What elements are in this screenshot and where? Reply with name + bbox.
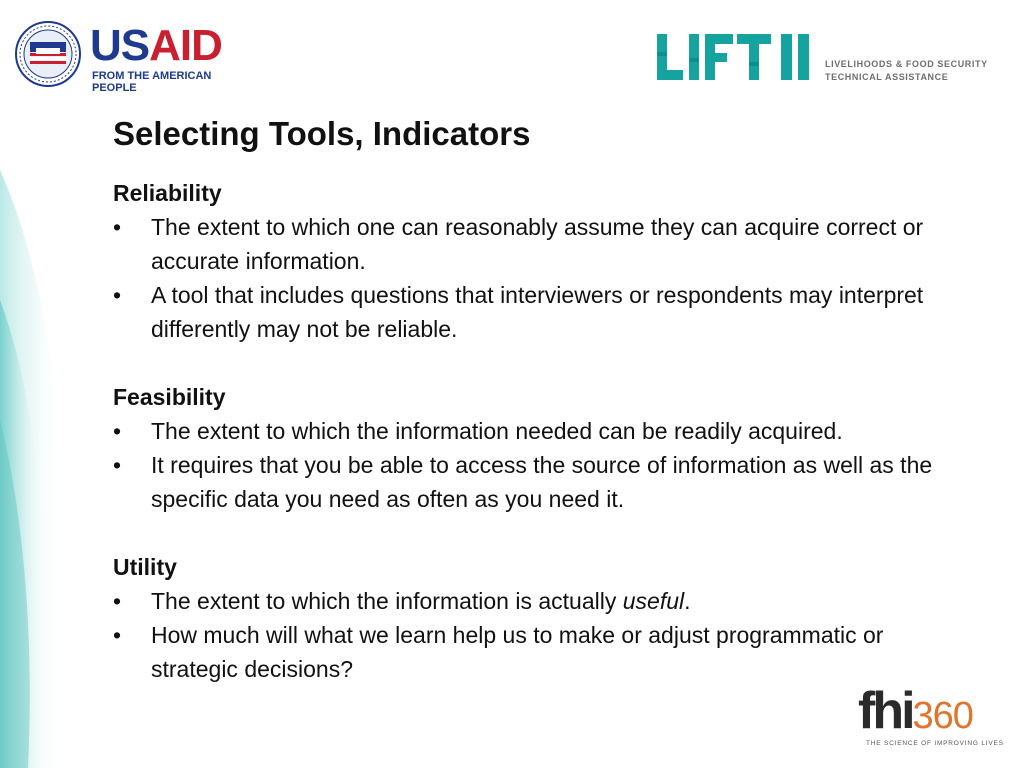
bullet-text-emphasis: useful: [622, 588, 685, 614]
bullet-text: The extent to which one can reasonably assume they can acquire correct or accurate information.: [151, 214, 924, 274]
usaid-wordmark-aid: AID: [149, 21, 222, 70]
bullet-text: [151, 588, 691, 614]
bullet-glyph: •: [113, 452, 122, 478]
section-heading-feasibility: Feasibility: [113, 384, 226, 410]
bullet-text: A tool that includes questions that interviewers or respondents may interpret differently may not be reliable.: [151, 282, 924, 342]
lift-tagline-line2: TECHNICAL ASSISTANCE: [825, 72, 949, 82]
slide-content: [113, 176, 933, 686]
usaid-wordmark-us: US: [90, 21, 150, 70]
section-utility: [113, 550, 933, 686]
section-heading-reliability: Reliability: [113, 180, 222, 206]
bullet-item: [113, 210, 933, 278]
bullet-glyph: •: [113, 418, 122, 444]
bullet-text-after: .: [684, 588, 691, 614]
fhi360-logo: [858, 682, 1004, 754]
bullet-item: [113, 448, 933, 516]
usaid-seal-icon: [14, 20, 82, 88]
bullet-list-feasibility: [113, 414, 933, 516]
bullet-item: [113, 414, 933, 448]
bullet-glyph: •: [113, 214, 122, 240]
bullet-item: [113, 618, 933, 686]
usaid-logo: [14, 20, 244, 94]
usaid-wordmark: [90, 21, 222, 70]
bullet-list-utility: [113, 584, 933, 686]
fhi360-wordmark: [858, 682, 973, 740]
section-feasibility: [113, 380, 933, 516]
bullet-item: [113, 584, 933, 618]
fhi360-letters: fhi: [858, 682, 913, 740]
section-reliability: [113, 176, 933, 346]
lift-tagline: [825, 58, 988, 84]
bullet-list-reliability: [113, 210, 933, 346]
section-heading-utility: Utility: [113, 554, 177, 580]
bullet-glyph: •: [113, 588, 122, 614]
bullet-text: How much will what we learn help us to make or adjust programmatic or strategic decisions?: [151, 622, 884, 682]
slide-title: Selecting Tools, Indicators: [113, 115, 531, 152]
lift-logo: [657, 34, 997, 84]
fhi360-number: 360: [912, 695, 973, 737]
bullet-item: [113, 278, 933, 346]
fhi360-tagline: THE SCIENCE OF IMPROVING LIVES: [866, 740, 1004, 747]
lift-wordmark: [657, 34, 812, 80]
usaid-tagline: FROM THE AMERICAN PEOPLE: [92, 70, 212, 94]
bullet-text: The extent to which the information needed can be readily acquired.: [151, 418, 843, 444]
lift-tagline-line1: LIVELIHOODS & FOOD SECURITY: [825, 59, 988, 69]
bullet-glyph: •: [113, 622, 122, 648]
bullet-text-before: The extent to which the information is actually: [151, 588, 623, 614]
bullet-glyph: •: [113, 282, 122, 308]
bullet-text: It requires that you be able to access the source of information as well as the specific data you need as often as you need it.: [151, 452, 933, 512]
